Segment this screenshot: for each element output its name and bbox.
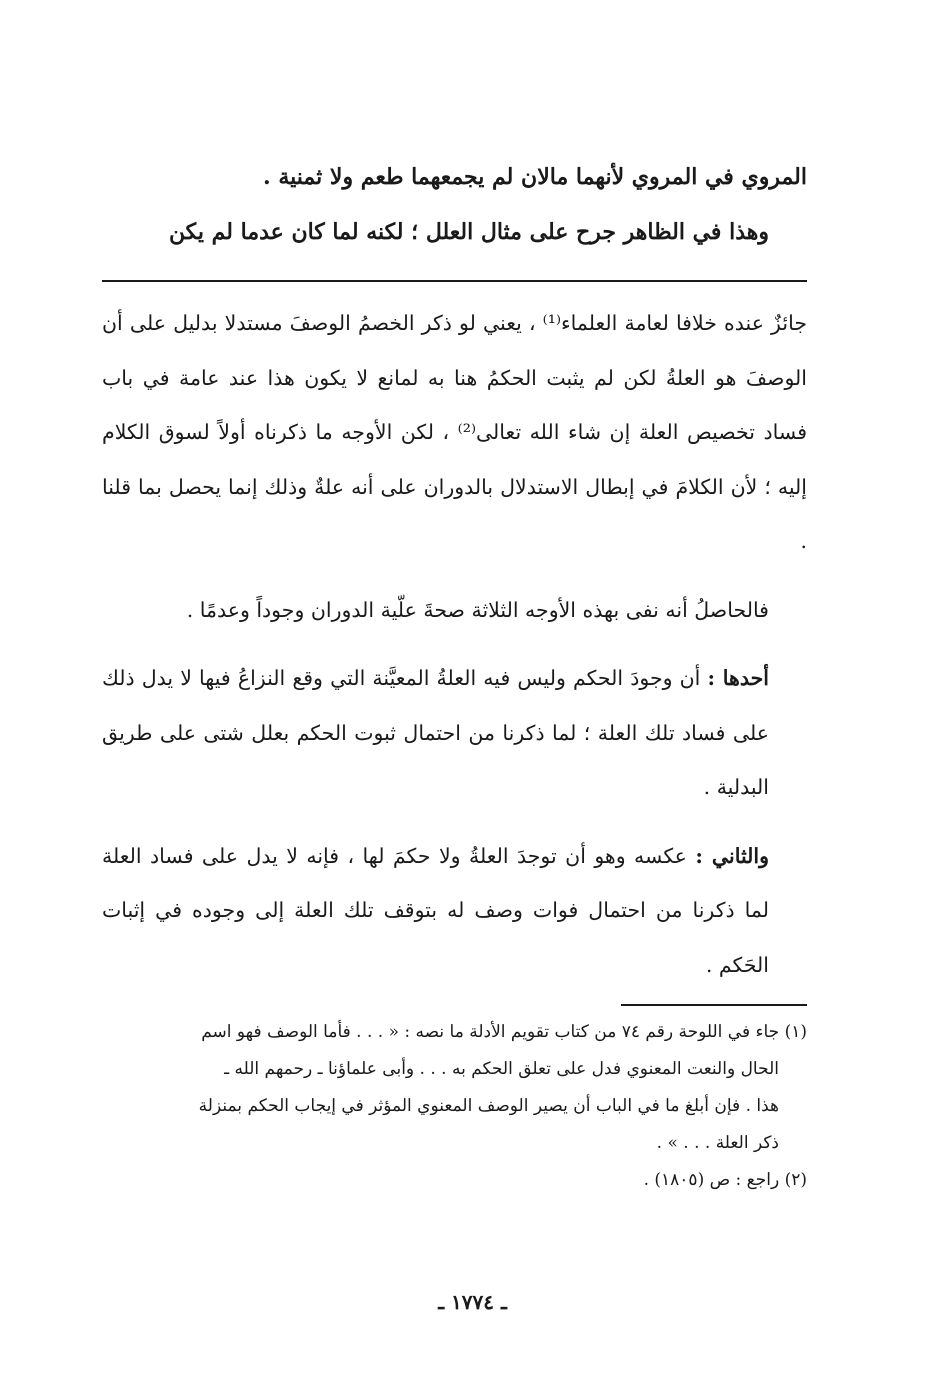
commentary-paragraph-3 xyxy=(102,651,807,815)
paragraph-3-heading: أحدها : xyxy=(707,666,769,690)
footnotes xyxy=(102,1014,807,1199)
footnote-1-line-4: ذكر العلة . . . » . xyxy=(656,1133,779,1153)
commentary-paragraph-1: جائزٌ عنده خلافا لعامة العلماء⁽¹⁾ ، يعني لو ذكر الخصمُ الوصفَ مستدلا بدليل على أن الوصفَ هو العلةُ لكن لم يثبت الحكمُ هنا به لمانع لا يكون هذا عند عامة في باب فساد تخصيص العلة إن شاء الله تعالى⁽²⁾ ، لكن الأوجه ما ذكرناه أولاً لسوق الكلام إليه ؛ لأن الكلامَ في إبطال الاستدلال بالدوران على أنه علةٌ وذلك إنما يحصل بما قلنا . xyxy=(102,311,807,553)
paragraph-4-heading: والثاني : xyxy=(695,843,769,868)
main-text-separator xyxy=(102,280,807,282)
page-number: ـ ١٧٧٤ ـ xyxy=(438,1290,507,1314)
commentary xyxy=(102,296,807,1006)
commentary-paragraph-4 xyxy=(102,829,807,993)
main-text xyxy=(102,150,807,260)
main-text-line-1: المروي في المروي لأنهما مالان لم يجمعهما طعم ولا ثمنية . xyxy=(263,164,807,190)
main-text-line-2: وهذا في الظاهر جرح على مثال العلل ؛ لكنه لما كان عدما لم يكن xyxy=(168,219,769,245)
footnote-1-line-3: هذا . فإن أبلغ ما في الباب أن يصير الوصف المعنوي المؤثر في إيجاب الحكم بمنزلة xyxy=(198,1096,779,1116)
paragraph-4-body: عكسه وهو أن توجدَ العلةُ ولا حكمَ لها ، فإنه لا يدل على فساد العلة لما ذكرنا من احتمال فوات وصف له بتوقف تلك العلة إلى وجوده في إثبات الحَكم . xyxy=(102,843,769,977)
footnote-separator xyxy=(621,1004,807,1006)
footnote-2: (٢) راجع : ص (١٨٠٥) . xyxy=(643,1170,807,1190)
commentary-paragraph-2: فالحاصلُ أنه نفى بهذه الأوجه الثلاثة صحةَ علّية الدوران وجوداً وعدمًا . xyxy=(186,597,769,622)
paragraph-3-body: أن وجودَ الحكم وليس فيه العلةُ المعيَّنة التي وقع النزاعُ فيها لا يدل ذلك على فساد تلك العلة ؛ لما ذكرنا من احتمال ثبوت الحكم بعلل شتى على طريق البدلية . xyxy=(102,666,769,799)
footnote-1: (١) جاء في اللوحة رقم ٧٤ من كتاب تقويم الأدلة ما نصه : « . . . فأما الوصف فهو اسم xyxy=(201,1022,807,1042)
footnote-1-line-2: الحال والنعت المعنوي فدل على تعلق الحكم به . . . وأبى علماؤنا ـ رحمهم الله ـ xyxy=(224,1059,779,1079)
